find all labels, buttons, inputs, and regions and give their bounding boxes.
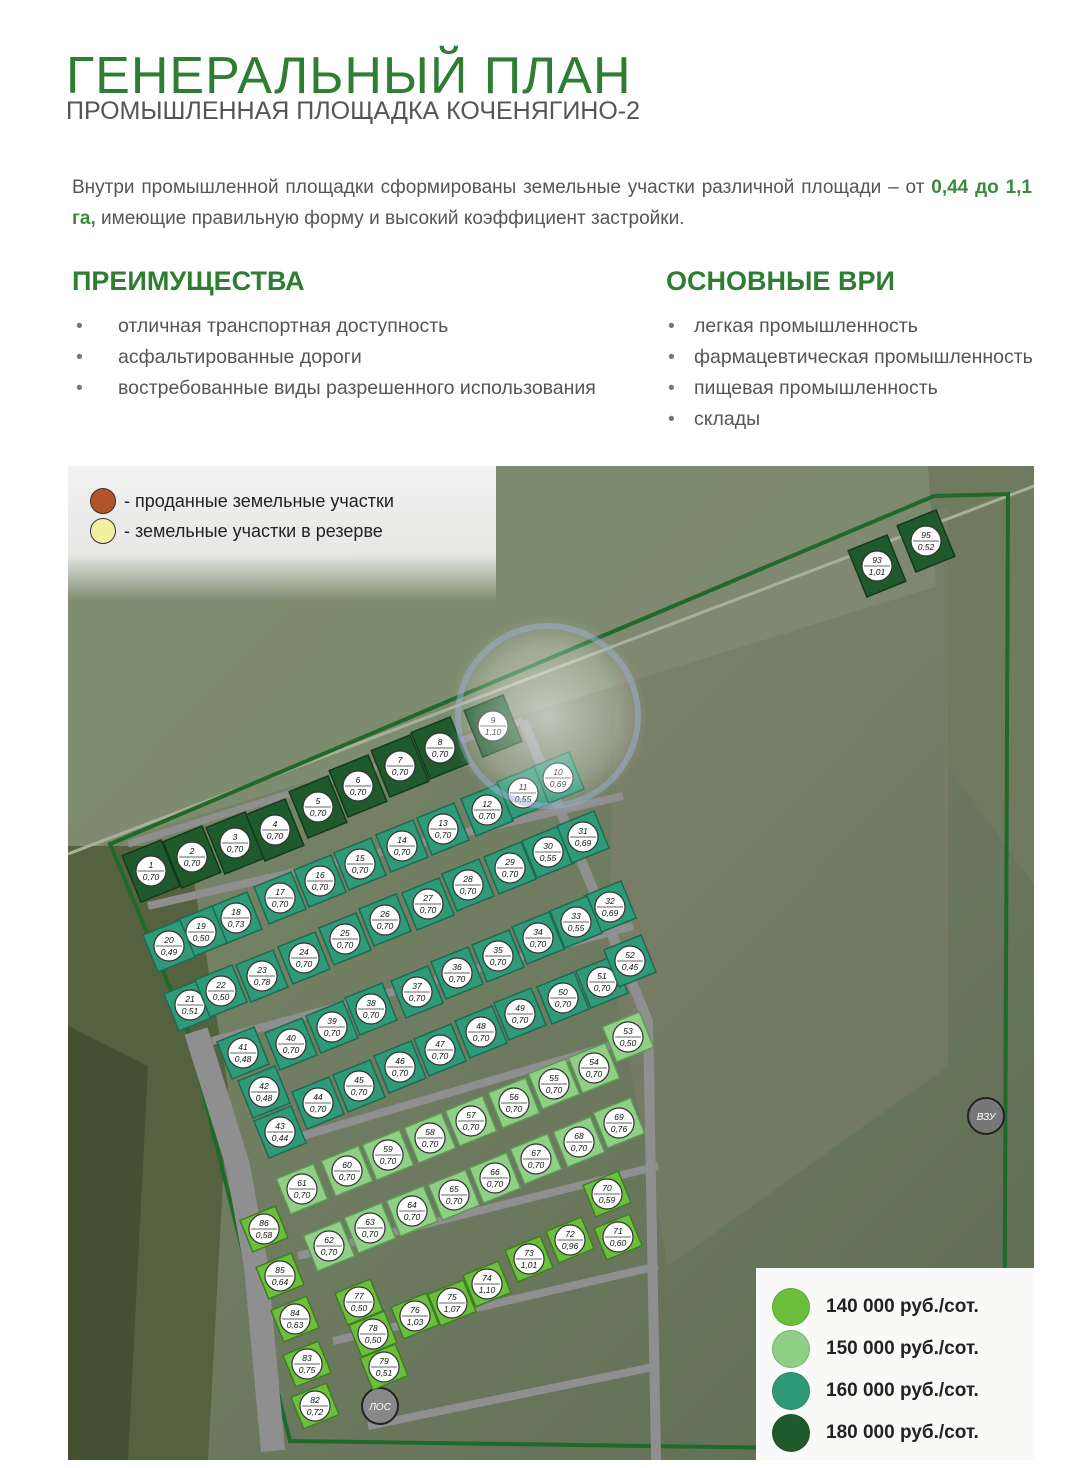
plot-area-ha: 0,70 [431,1051,449,1061]
plot-number: 57 [466,1110,476,1120]
plot-number: 37 [412,981,422,991]
plot-number: 22 [216,980,226,990]
plot-number: 25 [340,928,350,938]
plot-number: 7 [397,755,403,765]
plot-area-ha: 0,70 [421,1139,439,1149]
page-title: ГЕНЕРАЛЬНЫЙ ПЛАН [66,47,632,105]
plot-number: 42 [259,1081,269,1091]
plot-area-ha: 0,70 [266,831,284,841]
plot-number: 45 [354,1075,364,1085]
legend-sold [90,488,394,514]
plot-area-ha: 0,96 [561,1241,579,1251]
plot-area-ha: 0,70 [309,1104,327,1114]
price-label: 160 000 руб./сот. [826,1380,979,1401]
plot-number: 61 [297,1178,307,1188]
plot-area-ha: 0,70 [226,844,244,854]
price-row [772,1330,979,1368]
plot-area-ha: 0,49 [160,947,178,957]
plot-area-ha: 0,50 [364,1335,382,1345]
plot-number: 70 [602,1183,612,1193]
plot-area-ha: 0,70 [183,858,201,868]
plot-area-ha: 0,70 [478,811,496,821]
plot-number: 62 [324,1235,334,1245]
plot-number: 73 [524,1248,534,1258]
plot-number: 18 [231,907,241,917]
plot-number: 82 [310,1395,320,1405]
advantages-list [72,311,596,404]
plot-number: 54 [589,1057,599,1067]
sold-swatch-icon [90,488,116,514]
intro-text-before: Внутри промышленной площадки сформированы земельные участки различной площади – от [72,177,925,198]
plot-number: 85 [275,1265,285,1275]
plot-area-ha: 1,01 [520,1260,538,1270]
plot-area-ha: 0,70 [408,993,426,1003]
plot-number: 12 [482,799,492,809]
intro-text-after: имеющие правильную форму и высокий коэффициент застройки. [101,208,685,229]
price-legend [756,1268,1034,1460]
plot-number: 69 [614,1112,624,1122]
plot-number: 8 [437,737,443,747]
vri-heading: ОСНОВНЫЕ ВРИ [666,266,895,296]
plot-area-ha: 0,70 [349,787,367,797]
plot-area-ha: 0,70 [585,1069,603,1079]
plot-area-ha: 1,01 [868,567,886,577]
plot-area-ha: 0,73 [227,919,245,929]
plot-number: 28 [463,874,473,884]
plot-area-ha: 0,76 [610,1124,628,1134]
page-subtitle: ПРОМЫШЛЕННАЯ ПЛОЩАДКА КОЧЕНЯГИНО-2 [66,97,641,125]
plot-area-ha: 0,70 [419,905,437,915]
plot-area-ha: 0,70 [501,869,519,879]
intro-highlight: 0,44 до 1,1 га, [72,177,1032,229]
price-row [772,1288,979,1326]
plot-number: 24 [299,947,309,957]
plot-area-ha: 0,70 [505,1104,523,1114]
plot-area-ha: 0,70 [472,1033,490,1043]
plot-area-ha: 0,70 [431,749,449,759]
plot-area-ha: 0,70 [448,974,466,984]
plot-number: 15 [355,853,365,863]
legend-reserve-label: - земельные участки в резерве [124,520,383,541]
plot-area-ha: 0,70 [323,1028,341,1038]
plot-number: 84 [290,1308,300,1318]
plot-area-ha: 0,70 [311,882,329,892]
plot-area-ha: 0,70 [336,940,354,950]
plot-area-ha: 0,70 [570,1143,588,1153]
plot-number: 83 [302,1353,312,1363]
plot-area-ha: 0,70 [295,959,313,969]
plot-number: 44 [313,1092,323,1102]
vri-item: • склады [668,404,1033,435]
plot-number: 56 [509,1092,519,1102]
plot-number: 74 [482,1273,492,1283]
plot-area-ha: 0,70 [362,1010,380,1020]
plot-number: 13 [438,818,448,828]
advantage-item: • отличная транспортная доступность [72,311,596,342]
plot-area-ha: 0,70 [489,957,507,967]
price-label: 140 000 руб./сот. [826,1296,979,1317]
plot-area-ha: 0,50 [619,1038,637,1048]
intro-paragraph [72,172,1032,234]
plot-number: 4 [272,819,278,829]
plot-area-ha: 1,10 [478,1285,496,1295]
legend-sold-label: - проданные земельные участки [124,490,394,511]
price-label: 180 000 руб./сот. [826,1422,979,1443]
plot-area-ha: 0,70 [350,1087,368,1097]
vzu-label: ВЗУ [976,1112,996,1123]
plot-area-ha: 0,60 [609,1238,627,1248]
status-legend [68,466,496,601]
plot-area-ha: 0,70 [391,1068,409,1078]
plot-area-ha: 0,70 [361,1229,379,1239]
plot-number: 29 [505,857,515,867]
plot-area-ha: 0,70 [376,921,394,931]
plot-number: 43 [275,1121,285,1131]
plot-number: 2 [189,846,195,856]
plot-area-ha: 0,69 [601,908,619,918]
plot-number: 19 [196,921,206,931]
plot-area-ha: 0,58 [255,1230,273,1240]
plot-number: 20 [164,935,174,945]
plot-area-ha: 0,78 [253,977,271,987]
plot-number: 46 [395,1056,405,1066]
plot-area-ha: 0,51 [181,1006,199,1016]
plot-number: 39 [327,1016,337,1026]
plot-number: 59 [383,1144,393,1154]
plot-number: 27 [423,893,433,903]
plot-number: 36 [452,962,462,972]
price-swatch-icon [772,1288,810,1326]
plot-number: 14 [397,835,407,845]
plot-area-ha: 0,70 [393,847,411,857]
plot-number: 64 [407,1200,417,1210]
vri-item: • пищевая промышленность [668,373,1033,404]
plot-number: 68 [574,1131,584,1141]
plot-area-ha: 0,70 [445,1196,463,1206]
plot-number: 67 [531,1148,541,1158]
plot-number: 48 [476,1021,486,1031]
price-row [772,1372,979,1410]
reserve-swatch-icon [90,518,116,544]
plot-number: 5 [315,796,321,806]
plot-area-ha: 0,70 [459,886,477,896]
plot-number: 30 [543,841,553,851]
plot-number: 17 [275,887,285,897]
plot-area-ha: 0,48 [255,1093,273,1103]
plot-number: 55 [549,1073,559,1083]
price-swatch-icon [772,1372,810,1410]
plot-area-ha: 0,70 [511,1015,529,1025]
plot-number: 52 [625,950,635,960]
plot-area-ha: 0,50 [212,992,230,1002]
plot-number: 72 [565,1229,575,1239]
plot-area-ha: 0,64 [271,1277,289,1287]
plot-area-ha: 0,48 [234,1054,252,1064]
plot-area-ha: 0,72 [306,1407,324,1417]
plot-area-ha: 0,70 [434,830,452,840]
plot-area-ha: 0,70 [338,1172,356,1182]
advantage-item: • асфальтированные дороги [72,342,596,373]
price-label: 150 000 руб./сот. [826,1338,979,1359]
advantage-item: • востребованные виды разрешенного использования [72,373,596,404]
plot-number: 35 [493,945,503,955]
plot-area-ha: 0,70 [403,1212,421,1222]
plot-area-ha: 0,70 [462,1122,480,1132]
plot-number: 65 [449,1184,459,1194]
plot-area-ha: 0,51 [375,1368,393,1378]
plot-number: 21 [185,994,195,1004]
plot-number: 23 [257,965,267,975]
plot-number: 6 [355,775,361,785]
plot-number: 53 [623,1026,633,1036]
plot-area-ha: 0,70 [545,1085,563,1095]
plot-area-ha: 0,70 [351,865,369,875]
plot-number: 75 [447,1292,457,1302]
plot-area-ha: 1,07 [443,1304,461,1314]
los-label: ЛОС [369,1402,391,1413]
vri-list [668,311,1033,435]
plot-area-ha: 0,55 [567,923,585,933]
watermark-logo [448,616,648,816]
plot-area-ha: 0,45 [621,962,639,972]
plot-area-ha: 0,59 [598,1195,616,1205]
plot-area-ha: 1,03 [406,1317,424,1327]
plot-number: 58 [425,1127,435,1137]
vri-item: • легкая промышленность [668,311,1033,342]
plot-number: 95 [921,530,931,540]
plot-number: 33 [571,911,581,921]
price-swatch-icon [772,1414,810,1452]
plot-number: 49 [515,1003,525,1013]
plot-number: 34 [533,927,543,937]
plot-number: 1 [148,860,154,870]
plot-area-ha: 0,44 [271,1133,289,1143]
plot-number: 93 [872,555,882,565]
plot-area-ha: 0,63 [286,1320,304,1330]
plot-area-ha: 0,69 [574,838,592,848]
plot-area-ha: 0,70 [282,1045,300,1055]
plot-area-ha: 0,70 [142,872,160,882]
plot-area-ha: 0,50 [350,1303,368,1313]
plot-number: 16 [315,870,325,880]
plot-number: 51 [597,971,607,981]
plot-area-ha: 0,75 [298,1365,316,1375]
plot-area-ha: 0,55 [539,853,557,863]
plot-area-ha: 0,70 [554,999,572,1009]
plot-number: 50 [558,987,568,997]
plot-area-ha: 0,70 [293,1190,311,1200]
plot-area-ha: 0,70 [379,1156,397,1166]
price-row [772,1414,979,1452]
plot-area-ha: 0,70 [527,1160,545,1170]
plot-area-ha: 0,70 [320,1247,338,1257]
plot-number: 78 [368,1323,378,1333]
plot-number: 77 [354,1291,364,1301]
plot-area-ha: 0,50 [192,933,210,943]
plot-area-ha: 0,52 [917,542,935,552]
plot-number: 76 [410,1305,420,1315]
plot-number: 86 [259,1218,269,1228]
plot-area-ha: 0,70 [271,899,289,909]
plot-area-ha: 0,70 [593,983,611,993]
plot-number: 60 [342,1160,352,1170]
plot-number: 63 [365,1217,375,1227]
plot-number: 3 [232,832,238,842]
plot-number: 31 [578,826,588,836]
plot-number: 66 [490,1167,500,1177]
advantages-heading: ПРЕИМУЩЕСТВА [72,266,305,296]
plot-area-ha: 0,70 [309,808,327,818]
plot-number: 71 [613,1226,623,1236]
price-swatch-icon [772,1330,810,1368]
plot-number: 47 [435,1039,445,1049]
legend-reserve [90,518,383,544]
plot-number: 32 [605,896,615,906]
plot-area-ha: 0,70 [391,767,409,777]
plot-number: 26 [380,909,390,919]
plot-number: 41 [238,1042,248,1052]
plot-number: 40 [286,1033,296,1043]
plot-number: 79 [379,1356,389,1366]
vri-item: • фармацевтическая промышленность [668,342,1033,373]
plot-area-ha: 0,70 [486,1179,504,1189]
plot-area-ha: 0,70 [529,939,547,949]
plot-number: 38 [366,998,376,1008]
